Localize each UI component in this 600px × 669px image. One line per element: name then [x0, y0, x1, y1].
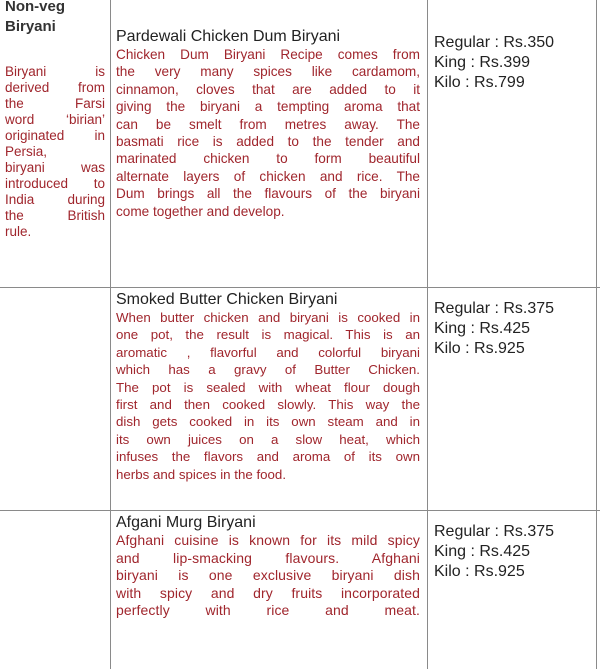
category-title-line: Biryani — [5, 18, 56, 35]
item-name: Smoked Butter Chicken Biryani — [116, 291, 338, 308]
price-kilo: Kilo : Rs.925 — [434, 563, 525, 580]
item-description-line: can be smelt from metres away. The — [116, 116, 420, 132]
item-description-line: which has a gravy of Butter Chicken. — [116, 362, 420, 378]
price-king: King : Rs.399 — [434, 54, 531, 71]
category-title-line: Non-veg — [5, 0, 65, 15]
item-description — [116, 309, 420, 483]
category-description-line: derived from — [5, 80, 105, 95]
item-description-line: dish gets cooked in its own steam and in — [116, 414, 420, 430]
item-prices — [434, 522, 594, 582]
item-description-line: its own juices on a slow heat, which — [116, 431, 420, 447]
item-description-line: come together and develop. — [116, 203, 285, 219]
item-prices — [434, 33, 594, 93]
category-description-line: introduced to — [5, 176, 105, 191]
item-description-line: one pot, the result is magical. This is an — [116, 327, 420, 343]
item-description-line: The pot is sealed with wheat flour dough — [116, 379, 420, 395]
item-description-line: marinated chicken to form beautiful — [116, 151, 420, 167]
category-description-line: rule. — [5, 224, 32, 239]
category-description — [5, 64, 105, 240]
category-title — [5, 0, 109, 37]
item-description — [116, 532, 420, 620]
column-divider — [427, 0, 428, 669]
item-description — [116, 46, 420, 220]
item-description-line: and lip-smacking flavours. Afghani — [116, 549, 420, 566]
item-description-line: with spicy and dry fruits incorporated — [116, 584, 420, 601]
item-description-line: infuses the flavors and aroma of its own — [116, 449, 420, 465]
category-description-line: originated in — [5, 128, 105, 143]
row-divider — [0, 287, 600, 288]
price-king: King : Rs.425 — [434, 543, 531, 560]
item-description-line: cinnamon, cloves that are added to it — [116, 81, 420, 97]
item-description-line: Afghani cuisine is known for its mild spicy — [116, 532, 420, 548]
price-regular: Regular : Rs.375 — [434, 300, 555, 317]
item-name: Pardewali Chicken Dum Biryani — [116, 28, 341, 45]
category-description-line: India during — [5, 192, 105, 207]
item-description-line: perfectly with rice and meat. — [116, 602, 420, 619]
item-description-line: the very many spices like cardamom, — [116, 64, 420, 80]
category-description-line: Biryani is — [5, 64, 105, 79]
category-description-line: the Farsi — [5, 96, 105, 111]
price-regular: Regular : Rs.375 — [434, 523, 555, 540]
item-description-line: herbs and spices in the food. — [116, 466, 287, 482]
item-description-line: Chicken Dum Biryani Recipe comes from — [116, 47, 420, 62]
category-description-line: Persia, — [5, 144, 48, 159]
item-description-line: alternate layers of chicken and rice. The — [116, 168, 420, 184]
item-description-line: Dum brings all the flavours of the biryani — [116, 186, 420, 202]
item-description-line: basmati rice is added to the tender and — [116, 134, 420, 150]
item-description-line: giving the biryani a tempting aroma that — [116, 99, 420, 115]
item-description-line: biryani is one exclusive biryani dish — [116, 567, 420, 584]
menu-item — [116, 514, 420, 620]
price-kilo: Kilo : Rs.799 — [434, 74, 525, 91]
category-description-line: word ‘birian’ — [5, 112, 105, 127]
category-description-line: biryani was — [5, 160, 105, 175]
item-description-line: When butter chicken and biryani is cooked in — [116, 310, 420, 325]
item-description-line: aromatic , flavorful and colorful biryani — [116, 344, 420, 360]
item-name: Afgani Murg Biryani — [116, 514, 256, 531]
item-description-line: first and then cooked slowly. This way the — [116, 397, 420, 413]
category-description-line: the British — [5, 208, 105, 223]
column-divider — [596, 0, 597, 669]
menu-item — [116, 291, 420, 483]
price-regular: Regular : Rs.350 — [434, 34, 555, 51]
menu-item — [116, 28, 420, 220]
row-divider — [0, 510, 600, 511]
price-king: King : Rs.425 — [434, 320, 531, 337]
price-kilo: Kilo : Rs.925 — [434, 340, 525, 357]
column-divider — [110, 0, 111, 669]
item-prices — [434, 299, 594, 359]
